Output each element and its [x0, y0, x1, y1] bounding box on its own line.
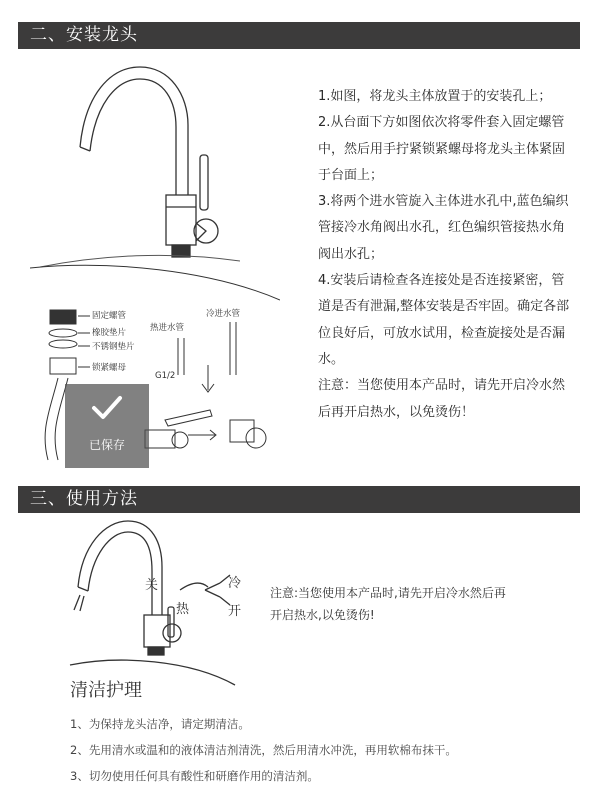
label-hot-inlet: 热进水管	[150, 323, 185, 333]
step-2: 2.从台面下方如图依次将零件套入固定螺管中，然后用手拧紧锁紧螺母将龙头主体紧固于台面上；	[318, 115, 566, 183]
label-lock-nut: 锁紧螺母	[92, 363, 127, 373]
step-1: 1.如图，将龙头主体放置于的安装孔上；	[318, 89, 552, 104]
faucet-usage-illustration	[60, 515, 270, 690]
label-steel-gasket: 不锈钢垫片	[92, 342, 135, 352]
label-cold-inlet: 冷进水管	[206, 309, 241, 319]
section-header-install	[18, 22, 580, 49]
care-item: 2、先用清水或温和的液体清洁剂清洗，然后用清水冲洗，再用软棉布抹干。	[70, 743, 457, 757]
saved-label: 已保存	[88, 438, 125, 452]
dir-hot: 热	[176, 602, 190, 617]
care-item: 1、为保持龙头洁净，请定期清洁。	[70, 717, 250, 731]
saved-toast[interactable]	[65, 384, 149, 468]
usage-note-line-1: 注意:当您使用本产品时,请先开启冷水然后再	[270, 586, 506, 600]
label-thread: G1/2	[155, 371, 176, 381]
care-item: 3、切勿使用任何具有酸性和研磨作用的清洁剂。	[70, 769, 319, 783]
section-title: 二、安装龙头	[30, 25, 138, 45]
step-4: 4.安装后请检查各连接处是否连接紧密，管道是否有泄漏,整体安装是否牢固。确定各部位良好后，可放水试用，检查旋接处是否漏水。	[318, 273, 570, 367]
faucet-install-illustration	[40, 55, 240, 270]
care-list	[70, 711, 457, 789]
label-rubber-gasket: 橡胶垫片	[92, 328, 127, 338]
section-title: 三、使用方法	[30, 489, 138, 509]
dir-close: 关	[145, 578, 159, 593]
checkmark-icon	[91, 394, 123, 422]
section-header-usage	[18, 486, 580, 513]
install-warning: 注意：当您使用本产品时，请先开启冷水然后再开启热水，以免烫伤！	[318, 378, 566, 420]
dir-cold: 冷	[228, 576, 242, 591]
step-3: 3.将两个进水管旋入主体进水孔中,蓝色编织管接冷水角阀出水孔，红色编织管接热水角阀出水孔；	[318, 194, 569, 262]
care-title: 清洁护理	[70, 680, 142, 701]
usage-note	[270, 582, 570, 626]
usage-note-line-2: 开启热水,以免烫伤!	[270, 608, 375, 622]
dir-open: 开	[228, 604, 242, 619]
install-steps	[318, 84, 576, 426]
label-fixed-tube: 固定螺管	[92, 311, 127, 321]
